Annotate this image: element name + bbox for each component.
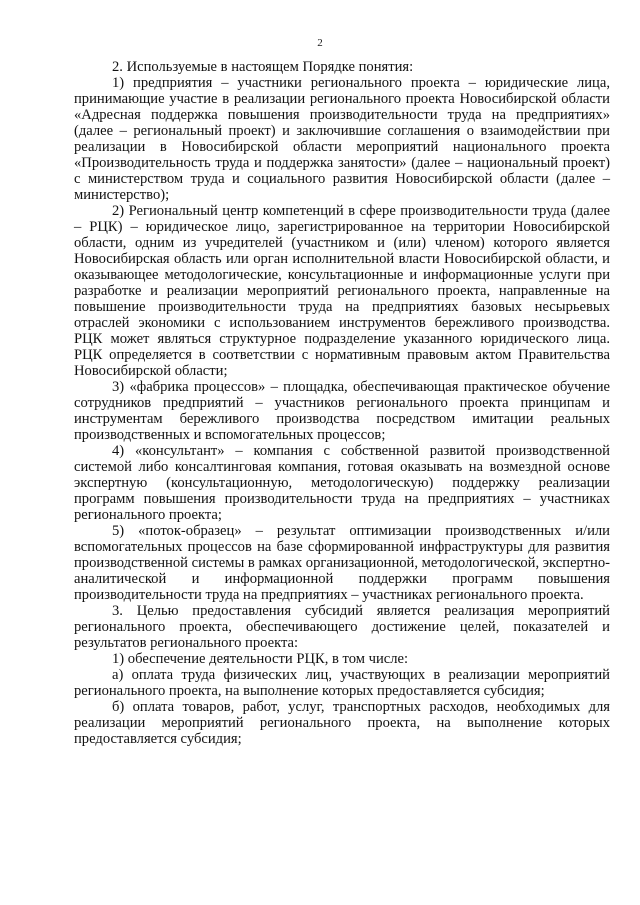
paragraph-section-2-heading: 2. Используемые в настоящем Порядке понятия:	[112, 59, 414, 75]
paragraph-section-3: 3. Целью предоставления субсидий является реализация мероприятий регионального проекта, обеспечивающего достижение целей, показателей и результатов регионального проекта:	[74, 603, 610, 651]
paragraph-definition-1: 1) предприятия – участники регионального проекта – юридические лица, принимающие участие в реализации регионального проекта Новосибирской области «Адресная поддержка повышения производительности труда на предприятиях» (далее – региональный проект) и заключившие соглашения о взаимодействии при реализации в Новосибирской области мероприятий национального проекта «Производительность труда и поддержка занятости» (далее – национальный проект) с министерством труда и социального развития Новосибирской области (далее – министерство);	[74, 75, 610, 203]
paragraph-item-a: а) оплата труда физических лиц, участвующих в реализации мероприятий регионального проекта, на выполнение которых предоставляется субсидия;	[74, 667, 610, 699]
paragraph-definition-5: 5) «поток-образец» – результат оптимизации производственных и/или вспомогательных процессов на базе сформированной инфраструктуры для развития производственной системы в рамках организационной, методологической, экспертно-аналитической и информационной поддержки программ повышения производительности труда на предприятиях – участниках регионального проекта.	[74, 523, 610, 603]
paragraph-definition-4: 4) «консультант» – компания с собственной развитой производственной системой либо консалтинговая компания, готовая оказывать на возмездной основе экспертную (консультационную, методологическую) поддержку реализации программ повышения производительности труда на предприятиях – участниках регионального проекта;	[74, 443, 610, 523]
page-number: 2	[317, 37, 323, 49]
paragraph-definition-3: 3) «фабрика процессов» – площадка, обеспечивающая практическое обучение сотрудников предприятий – участников регионального проекта принципам и инструментам бережливого производства посредством имитации реальных производственных и вспомогательных процессов;	[74, 379, 610, 443]
document-body	[74, 59, 610, 747]
paragraph-item-1: 1) обеспечение деятельности РЦК, в том числе:	[112, 651, 409, 667]
paragraph-item-b: б) оплата товаров, работ, услуг, транспортных расходов, необходимых для реализации мероприятий регионального проекта, на выполнение которых предоставляется субсидия;	[74, 699, 610, 747]
paragraph-definition-2: 2) Региональный центр компетенций в сфере производительности труда (далее – РЦК) – юридическое лицо, зарегистрированное на территории Новосибирской области, одним из учредителей (участником и (или) членом) которого является Новосибирская область или орган исполнительной власти Новосибирской области, и оказывающее методологические, консультационные и информационные услуги при разработке и реализации мероприятий регионального проекта, направленные на повышение производительности труда на предприятиях базовых несырьевых отраслей экономики с использованием инструментов бережливого производства. РЦК может являться структурное подразделение указанного юридического лица. РЦК определяется в соответствии с нормативным правовым актом Правительства Новосибирской области;	[74, 203, 610, 379]
